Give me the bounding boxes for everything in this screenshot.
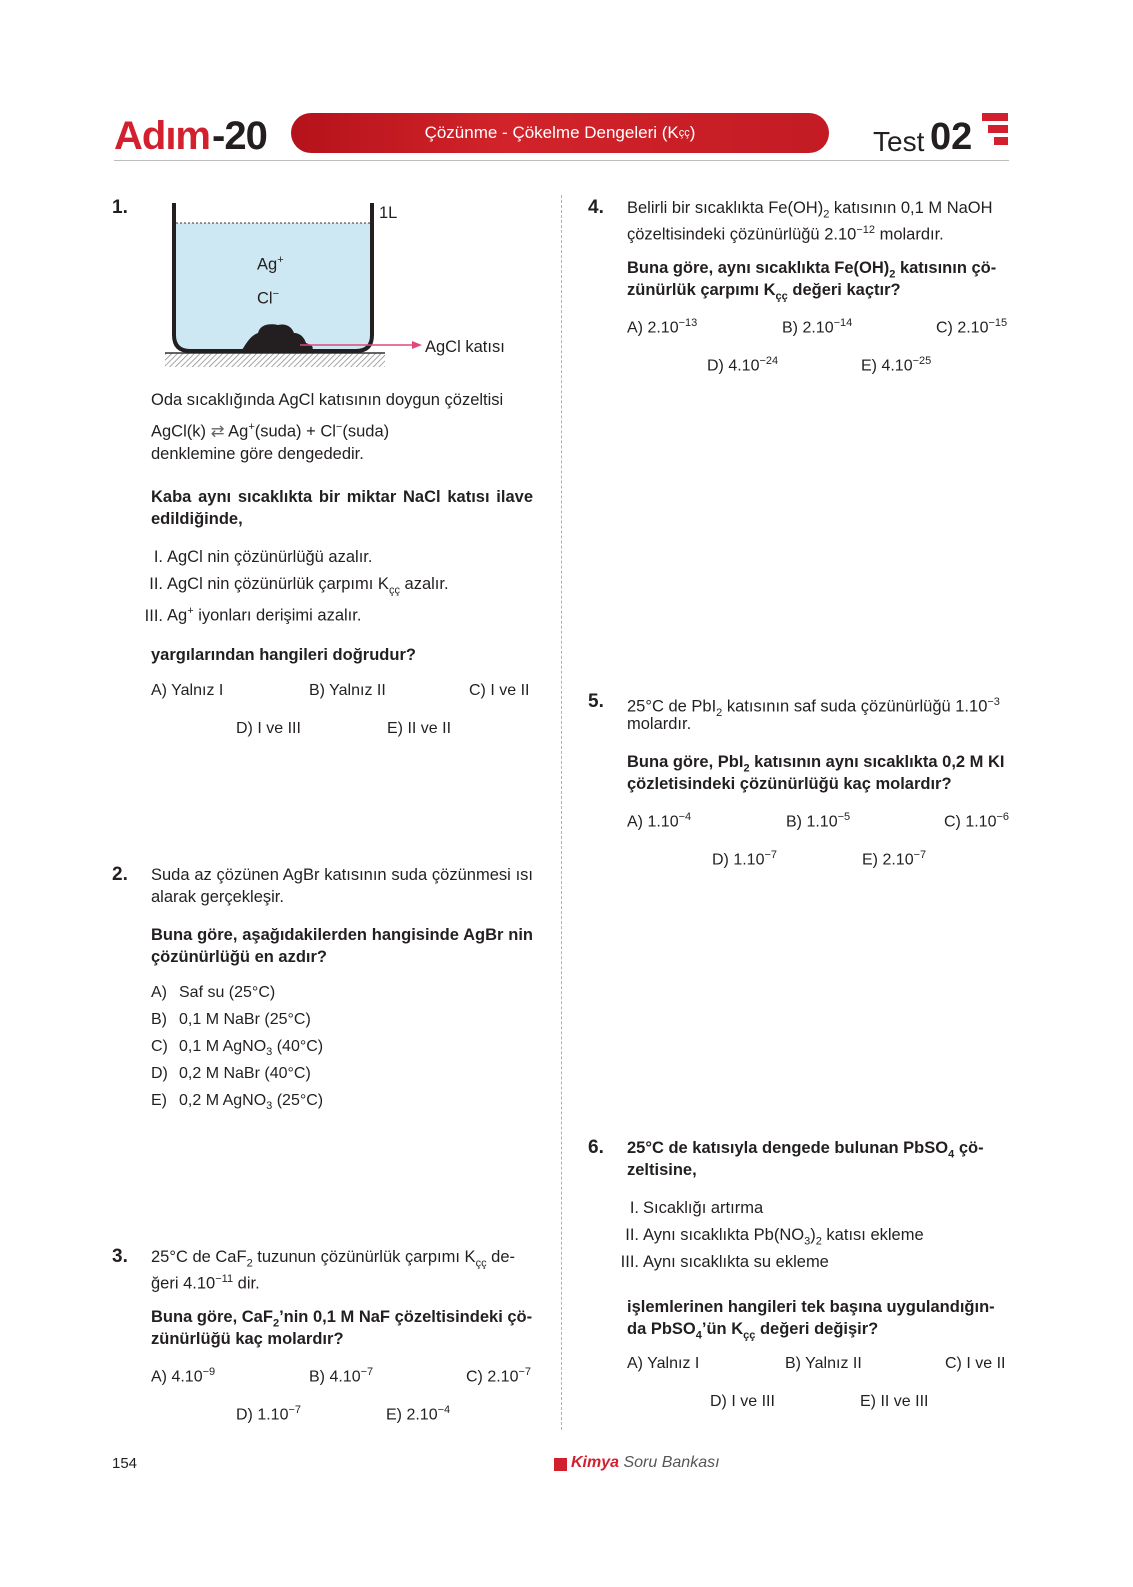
q1-statement: II. AgCl nin çözünürlük çarpımı $K_{çç}$ azalır.	[149, 575, 449, 597]
solid-label: AgCl katısı	[425, 338, 505, 356]
q2-text: Suda az çözünen AgBr katısının suda çözünmesi ısı alarak gerçekleşir.	[151, 866, 533, 906]
page-number: 154	[112, 1455, 138, 1472]
question-number: 2.	[112, 864, 128, 885]
column-divider	[561, 195, 562, 1430]
beaker-diagram	[160, 195, 590, 375]
q5-text: molardır.	[627, 715, 692, 733]
answer-option[interactable]: C) 0,1 M AgNO$_3$ (40°C)	[151, 1038, 324, 1059]
answer-option[interactable]: B) 0,1 M NaBr (25°C)	[151, 1011, 311, 1028]
test-number: 02	[930, 116, 973, 158]
answer-option[interactable]: D) I ve III	[710, 1393, 775, 1410]
answer-option[interactable]: E) $2.10^{-7}$	[862, 849, 927, 869]
answer-option[interactable]: A) $2.10^{-13}$	[627, 317, 698, 337]
q6-question: işlemlerinen hangileri tek başına uygulandığın-	[627, 1298, 995, 1316]
answer-option[interactable]: A) Yalnız I	[627, 1355, 700, 1372]
answer-option[interactable]: B) Yalnız II	[309, 682, 386, 699]
question-number: 1.	[112, 197, 128, 218]
answer-option[interactable]: D) $1.10^{-7}$	[712, 849, 778, 869]
q4-text: çözeltisindeki çözünürlüğü $2.10^{-12}$ molardır.	[627, 224, 944, 244]
book-title: Kimya Soru Bankası	[571, 1454, 720, 1471]
q1-equation: AgCl(k) ⇄ Ag+(suda) + Cl−(suda)	[151, 421, 390, 441]
question-number: 5.	[588, 691, 604, 712]
question-number: 3.	[112, 1246, 128, 1267]
question-number: 4.	[588, 197, 604, 218]
footer-square-icon	[554, 1458, 567, 1471]
answer-option[interactable]: C) I ve II	[945, 1355, 1006, 1372]
answer-option[interactable]: A) $4.10^{-9}$	[151, 1366, 216, 1386]
q3-text: 25°C de CaF$_2$ tuzunun çözünürlük çarpımı $K_{çç}$ de-	[151, 1248, 515, 1270]
ion-cl-label: Cl−	[257, 288, 280, 308]
q4-text: Belirli bir sıcaklıkta $Fe(OH)_2$ katısının 0,1 M NaOH	[627, 199, 993, 221]
answer-option[interactable]: A) Yalnız I	[151, 682, 224, 699]
q6-statement: II. Aynı sıcaklıkta $Pb(NO_3)_2$ katısı ekleme	[625, 1226, 924, 1248]
q6-statement: I. Sıcaklığı artırma	[629, 1199, 764, 1217]
q3-question: Buna göre, CaF$_2$’nin 0,1 M NaF çözeltisindeki çö-	[151, 1308, 533, 1330]
table-surface	[165, 353, 385, 367]
answer-option[interactable]: E) $2.10^{-4}$	[386, 1404, 451, 1424]
q5-question: Buna göre, PbI$_2$ katısının aynı sıcaklıkta 0,2 M KI	[627, 753, 1005, 775]
answer-option[interactable]: D) 0,2 M NaBr (40°C)	[151, 1065, 311, 1082]
q6-question: da PbSO$_4$’ün $K_{çç}$ değeri değişir?	[627, 1320, 879, 1342]
answer-option[interactable]: C) $1.10^{-6}$	[944, 811, 1010, 831]
publisher-logo-icon	[980, 113, 1010, 153]
q4-question: Buna göre, aynı sıcaklıkta $Fe(OH)_2$ katısının çö-	[627, 259, 997, 281]
q4-question: zünürlük çarpımı $K_{çç}$ değeri kaçtır?	[627, 281, 901, 303]
answer-option[interactable]: B) Yalnız II	[785, 1355, 862, 1372]
answer-option[interactable]: E) $4.10^{-25}$	[861, 355, 932, 375]
answer-option[interactable]: B) $4.10^{-7}$	[309, 1366, 374, 1386]
q1-question: Kaba aynı sıcaklıkta bir miktar NaCl katısı ilave edildiğinde,	[151, 488, 533, 528]
q3-question: zünürlüğü kaç molardır?	[151, 1330, 344, 1348]
q6-text: 25°C de katısıyla dengede bulunan PbSO$_4$ çö-	[627, 1139, 984, 1161]
q1-text-line: denklemine göre dengededir.	[151, 445, 364, 463]
volume-label: 1L	[379, 204, 398, 222]
q6-text: zeltisine,	[627, 1161, 697, 1179]
answer-option[interactable]: C) I ve II	[469, 682, 530, 699]
ion-ag-label: Ag+	[257, 254, 284, 274]
answer-option[interactable]: C) $2.10^{-7}$	[466, 1366, 532, 1386]
answer-option[interactable]: A) $1.10^{-4}$	[627, 811, 692, 831]
q5-question: çözletisindeki çözünürlüğü kaç molardır?	[627, 775, 952, 793]
q1-ask: yargılarından hangileri doğrudur?	[151, 646, 416, 664]
q6-statement: III. Aynı sıcaklıkta su ekleme	[620, 1253, 829, 1271]
q2-question: Buna göre, aşağıdakilerden hangisinde AgBr nin çözünürlüğü en azdır?	[151, 926, 533, 966]
test-label: Test	[873, 126, 925, 157]
q1-statement: III. Ag+ iyonları derişimi azalır.	[144, 605, 362, 625]
q1-statement: I. AgCl nin çözünürlüğü azalır.	[153, 548, 373, 566]
answer-option[interactable]: E) 0,2 M AgNO$_3$ (25°C)	[151, 1092, 324, 1113]
topic-banner: Çözünme - Çökelme Dengeleri (K çç )	[291, 113, 829, 153]
answer-option[interactable]: D) I ve III	[236, 720, 301, 737]
answer-option[interactable]: B) $1.10^{-5}$	[786, 811, 851, 831]
q1-text-line: Oda sıcaklığında AgCl katısının doygun çözeltisi	[151, 391, 504, 409]
brand-number: -20	[212, 114, 267, 158]
question-number: 6.	[588, 1137, 604, 1158]
answer-option[interactable]: C) $2.10^{-15}$	[936, 317, 1008, 337]
q3-text: ğeri $4.10^{-11}$ dir.	[151, 1273, 260, 1293]
q5-text: 25°C de PbI$_2$ katısının saf suda çözünürlüğü $1.10^{-3}$	[627, 696, 1000, 719]
answer-option[interactable]: A) Saf su (25°C)	[151, 984, 276, 1001]
topic-title: Çözünme - Çökelme Dengeleri (K	[424, 123, 679, 142]
answer-option[interactable]: B) $2.10^{-14}$	[782, 317, 853, 337]
answer-option[interactable]: E) II ve II	[387, 720, 452, 737]
answer-option[interactable]: D) $1.10^{-7}$	[236, 1404, 302, 1424]
header-divider	[114, 160, 1009, 161]
brand-logo-text: Adım	[114, 114, 210, 158]
answer-option[interactable]: E) II ve III	[860, 1393, 929, 1410]
answer-option[interactable]: D) $4.10^{-24}$	[707, 355, 779, 375]
